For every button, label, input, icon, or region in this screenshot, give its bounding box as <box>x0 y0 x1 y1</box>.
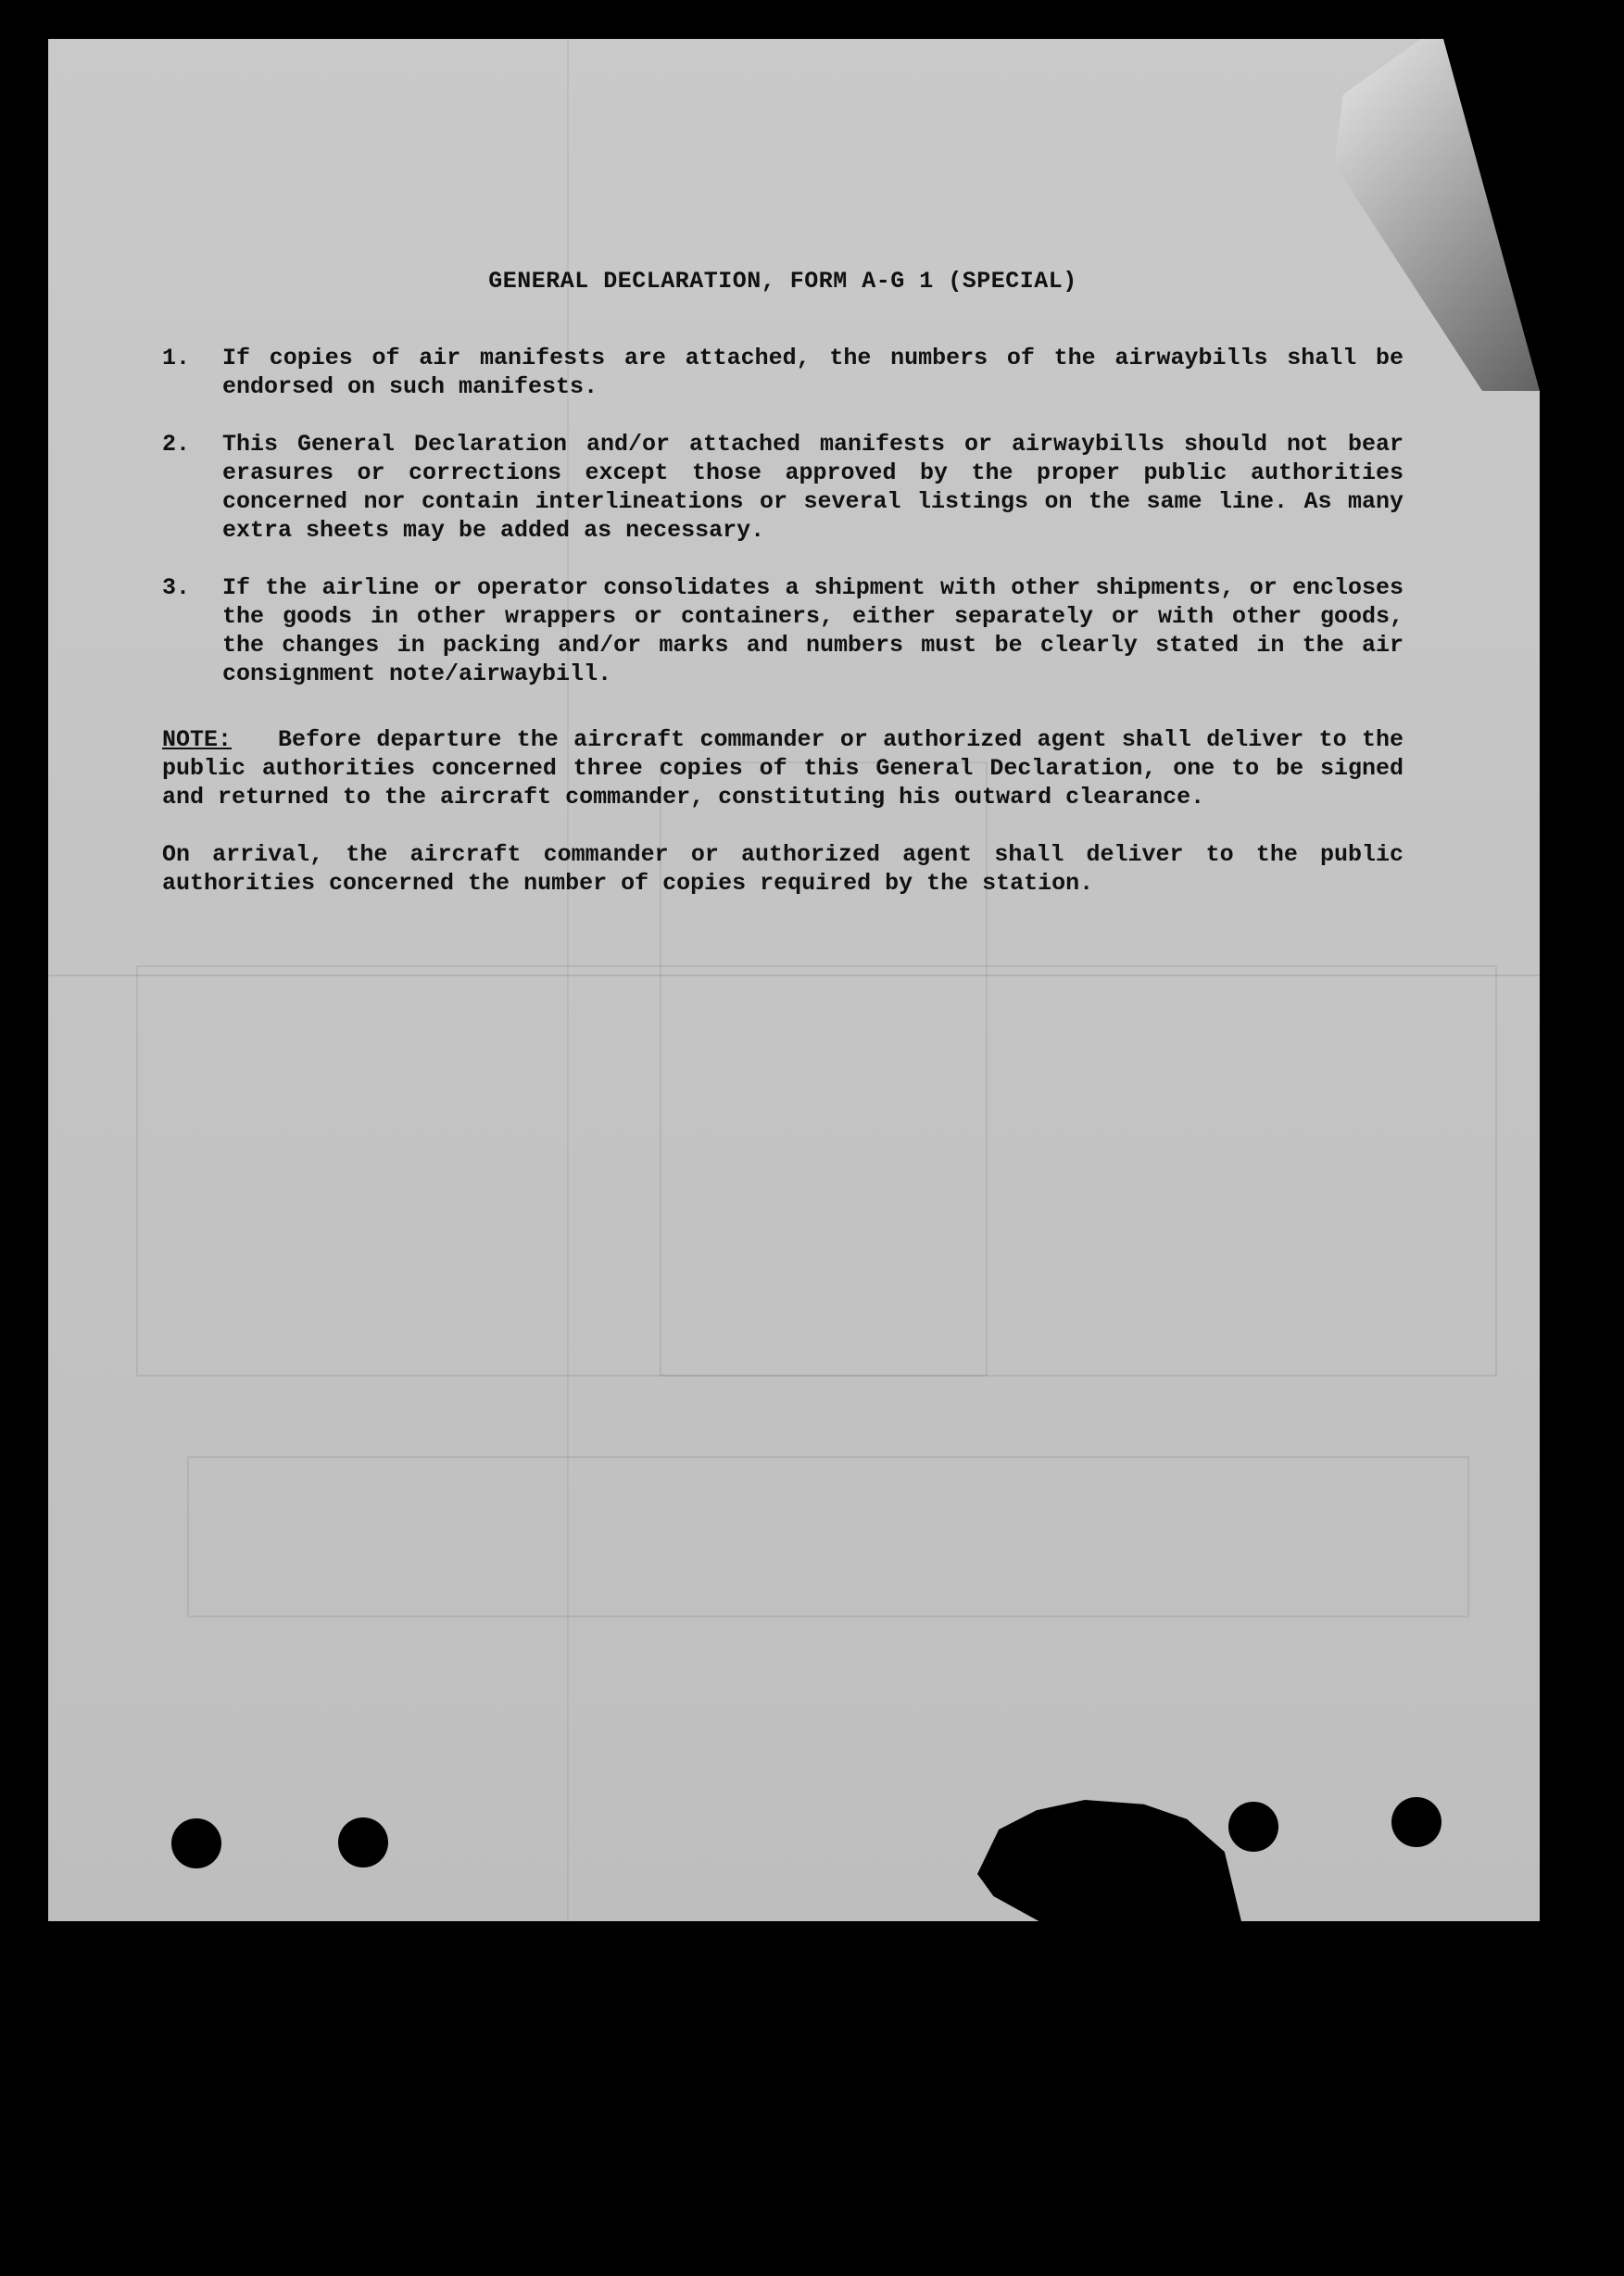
document-title: GENERAL DECLARATION, FORM A-G 1 (SPECIAL) <box>488 268 1077 295</box>
item-text: If the airline or operator consolidates a shipment with other shipments, or encloses the goods in other wrappers or containers, either separately or with other goods, the changes in packing and/or marks and numbers must be clearly stated in the air consignment note/airwaybill. <box>222 574 1404 687</box>
item-number: 3. <box>162 574 191 601</box>
note-text: Before departure the aircraft commander or authorized agent shall deliver to the public authorities concerned three copies of this General Declaration, one to be signed and returned to the aircraft commander, constituting his outward clearance. <box>162 726 1404 811</box>
list-item <box>162 430 1404 545</box>
arrival-paragraph: On arrival, the aircraft commander or authorized agent shall deliver to the public authorities concerned the number of copies required by the station. <box>162 841 1404 897</box>
punch-hole <box>171 1818 221 1868</box>
note-label: NOTE: <box>162 726 233 753</box>
item-number: 2. <box>162 431 191 458</box>
item-text: This General Declaration and/or attached manifests or airwaybills should not bear erasures or corrections except those approved by the proper public authorities concerned nor contain interlineations or several listings on the same line. As many extra sheets may be added as necessary. <box>222 431 1404 544</box>
note-paragraph <box>162 725 1404 811</box>
punch-hole <box>1228 1802 1278 1852</box>
punch-hole <box>1391 1797 1441 1847</box>
declaration-text <box>162 267 1404 898</box>
item-number: 1. <box>162 345 191 371</box>
list-item <box>162 344 1404 401</box>
punch-hole <box>338 1817 388 1867</box>
item-text: If copies of air manifests are attached, the numbers of the airwaybills shall be endorsed on such manifests. <box>222 345 1404 400</box>
bleed-through-block <box>187 1456 1469 1617</box>
list-item <box>162 573 1404 688</box>
